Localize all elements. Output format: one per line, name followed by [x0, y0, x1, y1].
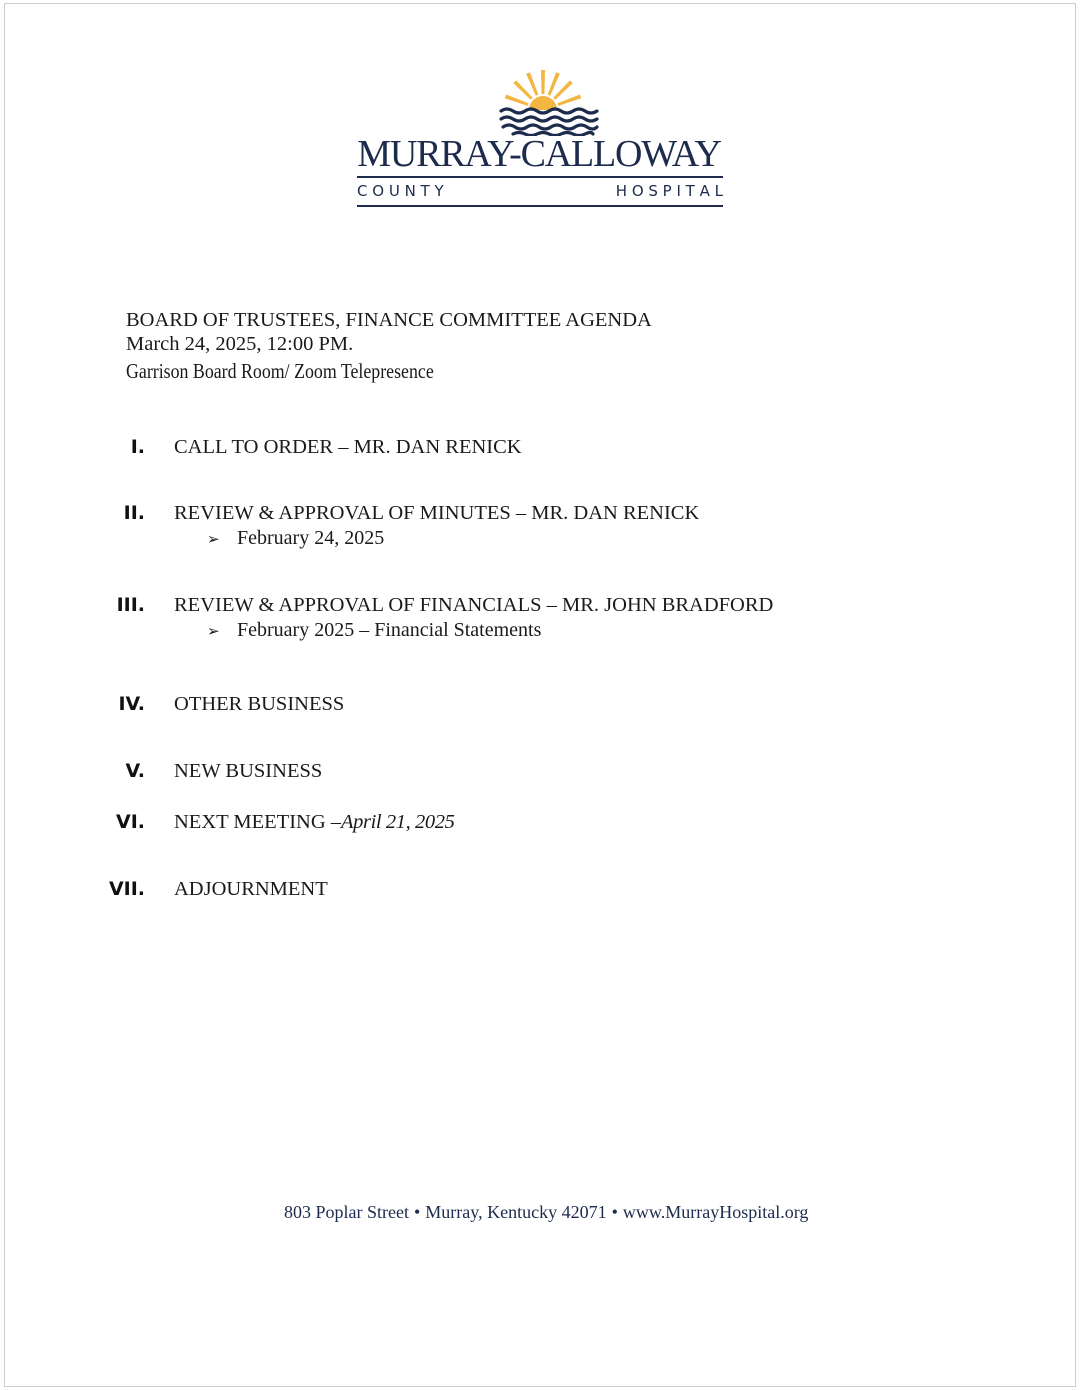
item-title: REVIEW & APPROVAL OF FINANCIALS – MR. JOHN BRADFORD [174, 594, 774, 616]
subpoint-text: February 2025 – Financial Statements [237, 619, 542, 641]
arrow-bullet-icon: ➢ [207, 530, 220, 548]
logo-subline [357, 182, 723, 200]
logo-sub-hospital: H O S P I T A L [615, 182, 723, 200]
item-numeral: VI. [116, 811, 145, 833]
sun-waves-icon [353, 66, 729, 136]
document-page [4, 3, 1076, 1387]
bullet-dot-icon: • [611, 1202, 618, 1222]
arrow-bullet-icon: ➢ [207, 622, 220, 640]
logo-sub-county: C O U N T Y [357, 182, 444, 200]
agenda-header [126, 308, 826, 386]
sun-ray [526, 72, 538, 96]
item-numeral: III. [116, 594, 145, 616]
sun-ray [553, 80, 572, 99]
item-title [174, 810, 454, 834]
item-numeral: I. [130, 436, 145, 458]
subpoint-text: February 24, 2025 [237, 527, 385, 549]
item-title: NEW BUSINESS [174, 760, 323, 782]
sun-ray [548, 72, 560, 96]
hospital-logo [353, 66, 729, 212]
item-title: ADJOURNMENT [174, 878, 328, 900]
item-numeral: VII. [108, 878, 145, 900]
footer-website[interactable]: www.MurrayHospital.org [622, 1202, 809, 1222]
sun-ray [557, 94, 581, 105]
sun-ray [513, 80, 532, 99]
item-title: CALL TO ORDER – MR. DAN RENICK [174, 436, 522, 458]
logo-rule-top [357, 176, 723, 178]
logo-wordmark: MURRAY-CALLOWAY [357, 133, 721, 175]
item-numeral: IV. [118, 693, 145, 715]
footer-address [284, 1200, 844, 1224]
item-subpoint [207, 526, 384, 551]
footer-city: Murray, Kentucky 42071 [425, 1202, 607, 1222]
meeting-datetime: March 24, 2025, 12:00 PM. [126, 333, 354, 355]
next-meeting-date: April 21, 2025 [341, 811, 455, 833]
item-numeral: II. [123, 502, 145, 524]
agenda-title: BOARD OF TRUSTEES, FINANCE COMMITTEE AGENDA [126, 309, 652, 331]
item-title: OTHER BUSINESS [174, 693, 345, 715]
item-subpoint [207, 618, 541, 643]
footer-street: 803 Poplar Street [284, 1202, 409, 1222]
item-numeral: V. [125, 760, 145, 782]
meeting-location: Garrison Board Room/ Zoom Telepresence [126, 359, 434, 383]
logo-rule-bottom [357, 205, 723, 207]
title-text: NEXT MEETING – [174, 811, 342, 833]
sun-ray [541, 70, 545, 94]
sun-ray [505, 94, 529, 105]
bullet-dot-icon: • [413, 1202, 421, 1222]
item-title: REVIEW & APPROVAL OF MINUTES – MR. DAN RENICK [174, 502, 700, 524]
